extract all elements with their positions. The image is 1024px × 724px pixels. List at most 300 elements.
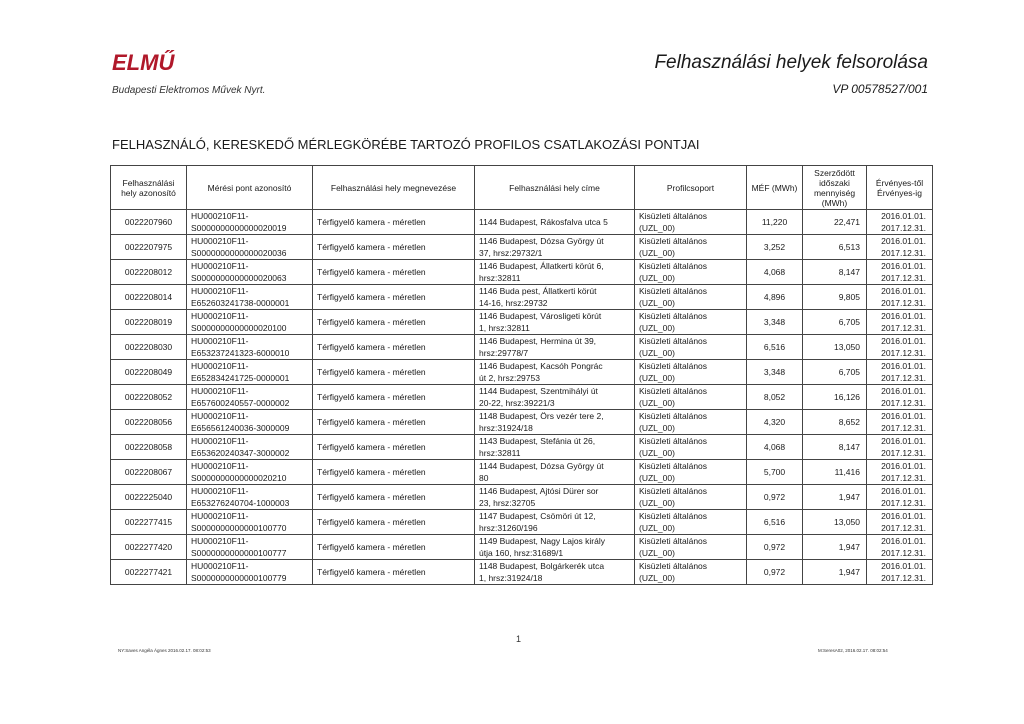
meter-id-line1: HU000210F11- <box>191 386 249 396</box>
valid-to: 2017.12.31. <box>881 298 926 308</box>
quantity-value: 6,513 <box>838 242 860 252</box>
meter-id-line1: HU000210F11- <box>191 261 249 271</box>
col-header-mef: MÉF (MWh) <box>747 166 803 210</box>
cell-mef <box>747 360 803 385</box>
address-line1: 1146 Budapest, Hermina út 39, <box>479 336 597 346</box>
profile-line2: (UZL_00) <box>639 323 675 333</box>
address-line1: 1146 Budapest, Kacsóh Pongrác <box>479 361 603 371</box>
cell-site-name <box>313 285 475 310</box>
profile-line1: Kisüzleti általános <box>639 561 708 571</box>
meter-id-line2: S0000000000000020063 <box>191 273 287 283</box>
cell-site-id <box>111 260 187 285</box>
cell-profile-group <box>635 535 747 560</box>
meter-id-line2: E652834241725-0000001 <box>191 373 290 383</box>
valid-to: 2017.12.31. <box>881 248 926 258</box>
cell-validity <box>867 485 933 510</box>
address-line1: 1144 Budapest, Rákosfalva utca 5 <box>479 217 608 227</box>
meter-id-line2: S0000000000000020100 <box>191 323 287 333</box>
cell-profile-group <box>635 510 747 535</box>
cell-profile-group <box>635 360 747 385</box>
valid-from: 2016.01.01. <box>881 361 926 371</box>
address-line1: 1146 Buda pest, Állatkerti körút <box>479 286 597 296</box>
meter-id-line2: S0000000000000100777 <box>191 548 287 558</box>
mef-value: 0,972 <box>763 542 786 552</box>
quantity-value: 9,805 <box>838 292 860 302</box>
address-line2: hrsz:31260/196 <box>479 523 538 533</box>
valid-from: 2016.01.01. <box>881 561 926 571</box>
valid-to: 2017.12.31. <box>881 348 926 358</box>
address-line2: hrsz:32811 <box>479 448 521 458</box>
address-line1: 1146 Budapest, Ajtósi Dürer sor <box>479 486 599 496</box>
cell-site-id <box>111 410 187 435</box>
site-id: 0022225040 <box>124 492 173 502</box>
document-title: Felhasználási helyek felsorolása <box>654 52 928 73</box>
cell-validity <box>867 560 933 585</box>
site-name: Térfigyelő kamera - méretlen <box>317 417 426 427</box>
table-row <box>111 385 933 410</box>
cell-mef <box>747 310 803 335</box>
cell-site-id <box>111 385 187 410</box>
site-name: Térfigyelő kamera - méretlen <box>317 467 426 477</box>
valid-from: 2016.01.01. <box>881 386 926 396</box>
meter-id-line2: S0000000000000100779 <box>191 573 287 583</box>
meter-id-line1: HU000210F11- <box>191 436 249 446</box>
profile-line2: (UZL_00) <box>639 498 675 508</box>
cell-validity <box>867 310 933 335</box>
site-id: 0022208049 <box>124 367 173 377</box>
address-line1: 1149 Budapest, Nagy Lajos király <box>479 536 606 546</box>
quantity-value: 11,416 <box>834 467 860 477</box>
profile-line1: Kisüzleti általános <box>639 536 708 546</box>
cell-meter-id <box>187 435 313 460</box>
valid-to: 2017.12.31. <box>881 448 926 458</box>
meter-id-line2: E652603241738-0000001 <box>191 298 290 308</box>
document-reference: VP 00578527/001 <box>832 82 928 96</box>
cell-site-address <box>475 560 635 585</box>
valid-to: 2017.12.31. <box>881 323 926 333</box>
cell-validity <box>867 335 933 360</box>
profile-line1: Kisüzleti általános <box>639 336 708 346</box>
profile-line1: Kisüzleti általános <box>639 411 708 421</box>
cell-validity <box>867 260 933 285</box>
cell-site-id <box>111 235 187 260</box>
col-header-site-id: Felhasználási hely azonosító <box>111 166 187 210</box>
address-line2: hrsz:29778/7 <box>479 348 529 358</box>
company-subtitle: Budapesti Elektromos Művek Nyrt. <box>112 85 266 96</box>
cell-site-id <box>111 335 187 360</box>
table-row <box>111 360 933 385</box>
site-id: 0022208014 <box>124 292 173 302</box>
cell-site-id <box>111 435 187 460</box>
cell-site-name <box>313 410 475 435</box>
site-id: 0022208030 <box>124 342 173 352</box>
cell-site-id <box>111 210 187 235</box>
cell-validity <box>867 460 933 485</box>
profile-line2: (UZL_00) <box>639 223 675 233</box>
meter-id-line2: E653620240347-3000002 <box>191 448 290 458</box>
site-name: Térfigyelő kamera - méretlen <box>317 267 426 277</box>
site-id: 0022208012 <box>124 267 173 277</box>
valid-to: 2017.12.31. <box>881 223 926 233</box>
table-row <box>111 535 933 560</box>
valid-to: 2017.12.31. <box>881 398 926 408</box>
cell-mef <box>747 385 803 410</box>
col-header-meter-id: Mérési pont azonosító <box>187 166 313 210</box>
cell-validity <box>867 510 933 535</box>
quantity-value: 13,050 <box>834 517 860 527</box>
valid-from: 2016.01.01. <box>881 411 926 421</box>
cell-validity <box>867 410 933 435</box>
profile-line2: (UZL_00) <box>639 273 675 283</box>
cell-mef <box>747 285 803 310</box>
cell-meter-id <box>187 510 313 535</box>
cell-site-name <box>313 435 475 460</box>
meter-id-line2: S0000000000000020019 <box>191 223 287 233</box>
cell-meter-id <box>187 210 313 235</box>
cell-site-address <box>475 510 635 535</box>
profile-line1: Kisüzleti általános <box>639 311 708 321</box>
table-row <box>111 310 933 335</box>
quantity-value: 6,705 <box>838 317 860 327</box>
cell-site-address <box>475 460 635 485</box>
cell-site-id <box>111 460 187 485</box>
address-line2: 20-22, hrsz:39221/3 <box>479 398 555 408</box>
table-row <box>111 210 933 235</box>
address-line2: hrsz:32811 <box>479 273 521 283</box>
meter-id-line1: HU000210F11- <box>191 561 249 571</box>
cell-meter-id <box>187 310 313 335</box>
cell-mef <box>747 435 803 460</box>
mef-value: 6,516 <box>763 517 786 527</box>
quantity-value: 8,652 <box>838 417 860 427</box>
site-name: Térfigyelő kamera - méretlen <box>317 342 426 352</box>
site-id: 0022208067 <box>124 467 173 477</box>
meter-id-line1: HU000210F11- <box>191 236 249 246</box>
profile-line2: (UZL_00) <box>639 548 675 558</box>
footer-modify-info: M:SeresA02, 2016.02.17. 08:02:54 <box>818 648 888 653</box>
valid-from: 2016.01.01. <box>881 311 926 321</box>
profile-line1: Kisüzleti általános <box>639 386 708 396</box>
cell-profile-group <box>635 435 747 460</box>
cell-mef <box>747 335 803 360</box>
site-id: 0022208019 <box>124 317 173 327</box>
quantity-value: 16,126 <box>834 392 860 402</box>
address-line1: 1148 Budapest, Bolgárkerék utca <box>479 561 605 571</box>
valid-from: 2016.01.01. <box>881 286 926 296</box>
profile-line1: Kisüzleti általános <box>639 436 708 446</box>
cell-site-name <box>313 560 475 585</box>
cell-mef <box>747 510 803 535</box>
table-row <box>111 335 933 360</box>
site-id: 0022208058 <box>124 442 173 452</box>
cell-profile-group <box>635 260 747 285</box>
site-id: 0022277421 <box>124 567 173 577</box>
cell-validity <box>867 285 933 310</box>
cell-profile-group <box>635 285 747 310</box>
cell-site-id <box>111 485 187 510</box>
address-line1: 1143 Budapest, Stefánia út 26, <box>479 436 596 446</box>
address-line1: 1146 Budapest, Állatkerti körút 6, <box>479 261 604 271</box>
cell-mef <box>747 560 803 585</box>
cell-meter-id <box>187 410 313 435</box>
address-line1: 1147 Budapest, Csömöri út 12, <box>479 511 596 521</box>
cell-contract-quantity <box>803 410 867 435</box>
table-row <box>111 510 933 535</box>
site-name: Térfigyelő kamera - méretlen <box>317 392 426 402</box>
mef-value: 0,972 <box>763 492 786 502</box>
meter-id-line1: HU000210F11- <box>191 286 249 296</box>
table-row <box>111 460 933 485</box>
col-header-site-name: Felhasználási hely megnevezése <box>313 166 475 210</box>
cell-site-name <box>313 260 475 285</box>
meter-id-line1: HU000210F11- <box>191 486 249 496</box>
meter-id-line1: HU000210F11- <box>191 361 249 371</box>
profile-line2: (UZL_00) <box>639 298 675 308</box>
mef-value: 8,052 <box>763 392 786 402</box>
cell-meter-id <box>187 360 313 385</box>
profile-line2: (UZL_00) <box>639 523 675 533</box>
cell-site-address <box>475 260 635 285</box>
meter-id-line2: S0000000000000020036 <box>191 248 287 258</box>
cell-profile-group <box>635 210 747 235</box>
col-header-site-address: Felhasználási hely címe <box>475 166 635 210</box>
meter-id-line2: E656561240036-3000009 <box>191 423 290 433</box>
valid-from: 2016.01.01. <box>881 336 926 346</box>
quantity-value: 1,947 <box>838 492 860 502</box>
valid-to: 2017.12.31. <box>881 373 926 383</box>
table-row <box>111 410 933 435</box>
valid-from: 2016.01.01. <box>881 261 926 271</box>
cell-contract-quantity <box>803 385 867 410</box>
profile-line1: Kisüzleti általános <box>639 486 708 496</box>
mef-value: 3,348 <box>763 367 786 377</box>
cell-meter-id <box>187 385 313 410</box>
profile-line2: (UZL_00) <box>639 373 675 383</box>
company-logo: ELMŰ <box>112 50 175 75</box>
cell-contract-quantity <box>803 210 867 235</box>
cell-mef <box>747 235 803 260</box>
quantity-value: 13,050 <box>834 342 860 352</box>
cell-site-name <box>313 485 475 510</box>
address-line2: útja 160, hrsz:31689/1 <box>479 548 564 558</box>
cell-validity <box>867 385 933 410</box>
meter-id-line2: S0000000000000020210 <box>191 473 287 483</box>
cell-mef <box>747 410 803 435</box>
valid-from: 2016.01.01. <box>881 461 926 471</box>
cell-site-address <box>475 485 635 510</box>
cell-site-id <box>111 285 187 310</box>
quantity-value: 8,147 <box>838 442 860 452</box>
cell-site-name <box>313 335 475 360</box>
valid-from: 2016.01.01. <box>881 236 926 246</box>
cell-contract-quantity <box>803 235 867 260</box>
meter-id-line1: HU000210F11- <box>191 461 249 471</box>
profile-line1: Kisüzleti általános <box>639 286 708 296</box>
cell-contract-quantity <box>803 535 867 560</box>
valid-from: 2016.01.01. <box>881 536 926 546</box>
valid-from: 2016.01.01. <box>881 436 926 446</box>
cell-mef <box>747 485 803 510</box>
profile-line2: (UZL_00) <box>639 348 675 358</box>
table-row <box>111 260 933 285</box>
mef-value: 0,972 <box>763 567 786 577</box>
cell-contract-quantity <box>803 310 867 335</box>
cell-mef <box>747 260 803 285</box>
site-id: 0022207975 <box>124 242 173 252</box>
site-id: 0022277420 <box>124 542 173 552</box>
cell-contract-quantity <box>803 485 867 510</box>
profile-line1: Kisüzleti általános <box>639 236 708 246</box>
profile-line2: (UZL_00) <box>639 473 675 483</box>
cell-site-address <box>475 360 635 385</box>
mef-value: 4,068 <box>763 442 786 452</box>
meter-id-line2: E653237241323-6000010 <box>191 348 290 358</box>
cell-meter-id <box>187 485 313 510</box>
cell-site-name <box>313 360 475 385</box>
cell-contract-quantity <box>803 560 867 585</box>
cell-site-address <box>475 535 635 560</box>
profile-line1: Kisüzleti általános <box>639 461 708 471</box>
site-name: Térfigyelő kamera - méretlen <box>317 217 426 227</box>
mef-value: 3,348 <box>763 317 786 327</box>
table-row <box>111 435 933 460</box>
cell-site-id <box>111 535 187 560</box>
meter-id-line1: HU000210F11- <box>191 511 249 521</box>
site-id: 0022208052 <box>124 392 173 402</box>
cell-site-name <box>313 460 475 485</box>
address-line2: 23, hrsz:32705 <box>479 498 536 508</box>
profile-line2: (UZL_00) <box>639 573 675 583</box>
valid-from: 2016.01.01. <box>881 211 926 221</box>
cell-profile-group <box>635 385 747 410</box>
cell-meter-id <box>187 260 313 285</box>
meter-id-line2: E653276240704-1000003 <box>191 498 290 508</box>
cell-site-id <box>111 360 187 385</box>
cell-site-id <box>111 560 187 585</box>
cell-validity <box>867 360 933 385</box>
cell-site-address <box>475 385 635 410</box>
cell-site-name <box>313 535 475 560</box>
cell-site-address <box>475 235 635 260</box>
cell-meter-id <box>187 535 313 560</box>
quantity-value: 8,147 <box>838 267 860 277</box>
cell-contract-quantity <box>803 285 867 310</box>
mef-value: 4,896 <box>763 292 786 302</box>
cell-site-address <box>475 310 635 335</box>
profile-line1: Kisüzleti általános <box>639 211 708 221</box>
cell-contract-quantity <box>803 260 867 285</box>
site-name: Térfigyelő kamera - méretlen <box>317 442 426 452</box>
profile-line1: Kisüzleti általános <box>639 261 708 271</box>
profile-line2: (UZL_00) <box>639 398 675 408</box>
col-header-contract-quantity: Szerződött időszaki mennyiség (MWh) <box>803 166 867 210</box>
profile-line1: Kisüzleti általános <box>639 511 708 521</box>
cell-site-name <box>313 210 475 235</box>
valid-from: 2016.01.01. <box>881 511 926 521</box>
mef-value: 6,516 <box>763 342 786 352</box>
address-line2: 14-16, hrsz:29732 <box>479 298 548 308</box>
cell-profile-group <box>635 560 747 585</box>
cell-meter-id <box>187 560 313 585</box>
cell-profile-group <box>635 460 747 485</box>
address-line1: 1146 Budapest, Dózsa György út <box>479 236 604 246</box>
cell-contract-quantity <box>803 360 867 385</box>
site-name: Térfigyelő kamera - méretlen <box>317 517 426 527</box>
profile-line2: (UZL_00) <box>639 448 675 458</box>
cell-meter-id <box>187 460 313 485</box>
valid-to: 2017.12.31. <box>881 498 926 508</box>
cell-site-address <box>475 435 635 460</box>
points-table <box>110 165 933 585</box>
quantity-value: 1,947 <box>838 567 860 577</box>
cell-site-address <box>475 410 635 435</box>
cell-site-name <box>313 235 475 260</box>
meter-id-line1: HU000210F11- <box>191 311 249 321</box>
address-line1: 1144 Budapest, Dózsa György út <box>479 461 604 471</box>
cell-site-address <box>475 335 635 360</box>
site-name: Térfigyelő kamera - méretlen <box>317 567 426 577</box>
site-name: Térfigyelő kamera - méretlen <box>317 367 426 377</box>
quantity-value: 1,947 <box>838 542 860 552</box>
mef-value: 4,320 <box>763 417 786 427</box>
cell-contract-quantity <box>803 460 867 485</box>
cell-profile-group <box>635 410 747 435</box>
cell-profile-group <box>635 235 747 260</box>
page-number: 1 <box>516 634 522 644</box>
valid-to: 2017.12.31. <box>881 423 926 433</box>
meter-id-line1: HU000210F11- <box>191 211 249 221</box>
meter-id-line2: E657600240557-0000002 <box>191 398 290 408</box>
cell-site-address <box>475 210 635 235</box>
table-row <box>111 560 933 585</box>
cell-site-id <box>111 510 187 535</box>
valid-to: 2017.12.31. <box>881 273 926 283</box>
valid-from: 2016.01.01. <box>881 486 926 496</box>
meter-id-line1: HU000210F11- <box>191 336 249 346</box>
site-name: Térfigyelő kamera - méretlen <box>317 317 426 327</box>
cell-profile-group <box>635 310 747 335</box>
cell-mef <box>747 460 803 485</box>
cell-site-name <box>313 310 475 335</box>
meter-id-line2: S0000000000000100770 <box>191 523 287 533</box>
site-name: Térfigyelő kamera - méretlen <box>317 492 426 502</box>
cell-validity <box>867 535 933 560</box>
site-id: 0022208056 <box>124 417 173 427</box>
table-row <box>111 235 933 260</box>
meter-id-line1: HU000210F11- <box>191 536 249 546</box>
address-line2: 37, hrsz:29732/1 <box>479 248 543 258</box>
table-row <box>111 285 933 310</box>
address-line1: 1144 Budapest, Szentmihályi út <box>479 386 598 396</box>
footer-print-info: NY:Saves Angéla Ágnes 2016.02.17. 08:02:53 <box>118 648 211 653</box>
site-name: Térfigyelő kamera - méretlen <box>317 292 426 302</box>
site-id: 0022277415 <box>124 517 173 527</box>
col-header-profile-group: Profilcsoport <box>635 166 747 210</box>
valid-to: 2017.12.31. <box>881 573 926 583</box>
cell-profile-group <box>635 485 747 510</box>
address-line2: 1, hrsz:32811 <box>479 323 530 333</box>
mef-value: 11,220 <box>761 217 788 227</box>
col-header-validity: Érvényes-től Érvényes-ig <box>867 166 933 210</box>
cell-mef <box>747 210 803 235</box>
cell-contract-quantity <box>803 335 867 360</box>
section-title: FELHASZNÁLÓ, KERESKEDŐ MÉRLEGKÖRÉBE TARTOZÓ PROFILOS CSATLAKOZÁSI PONTJAI <box>112 137 700 152</box>
cell-site-name <box>313 510 475 535</box>
cell-profile-group <box>635 335 747 360</box>
cell-meter-id <box>187 235 313 260</box>
cell-contract-quantity <box>803 510 867 535</box>
table-header-row <box>111 166 933 210</box>
